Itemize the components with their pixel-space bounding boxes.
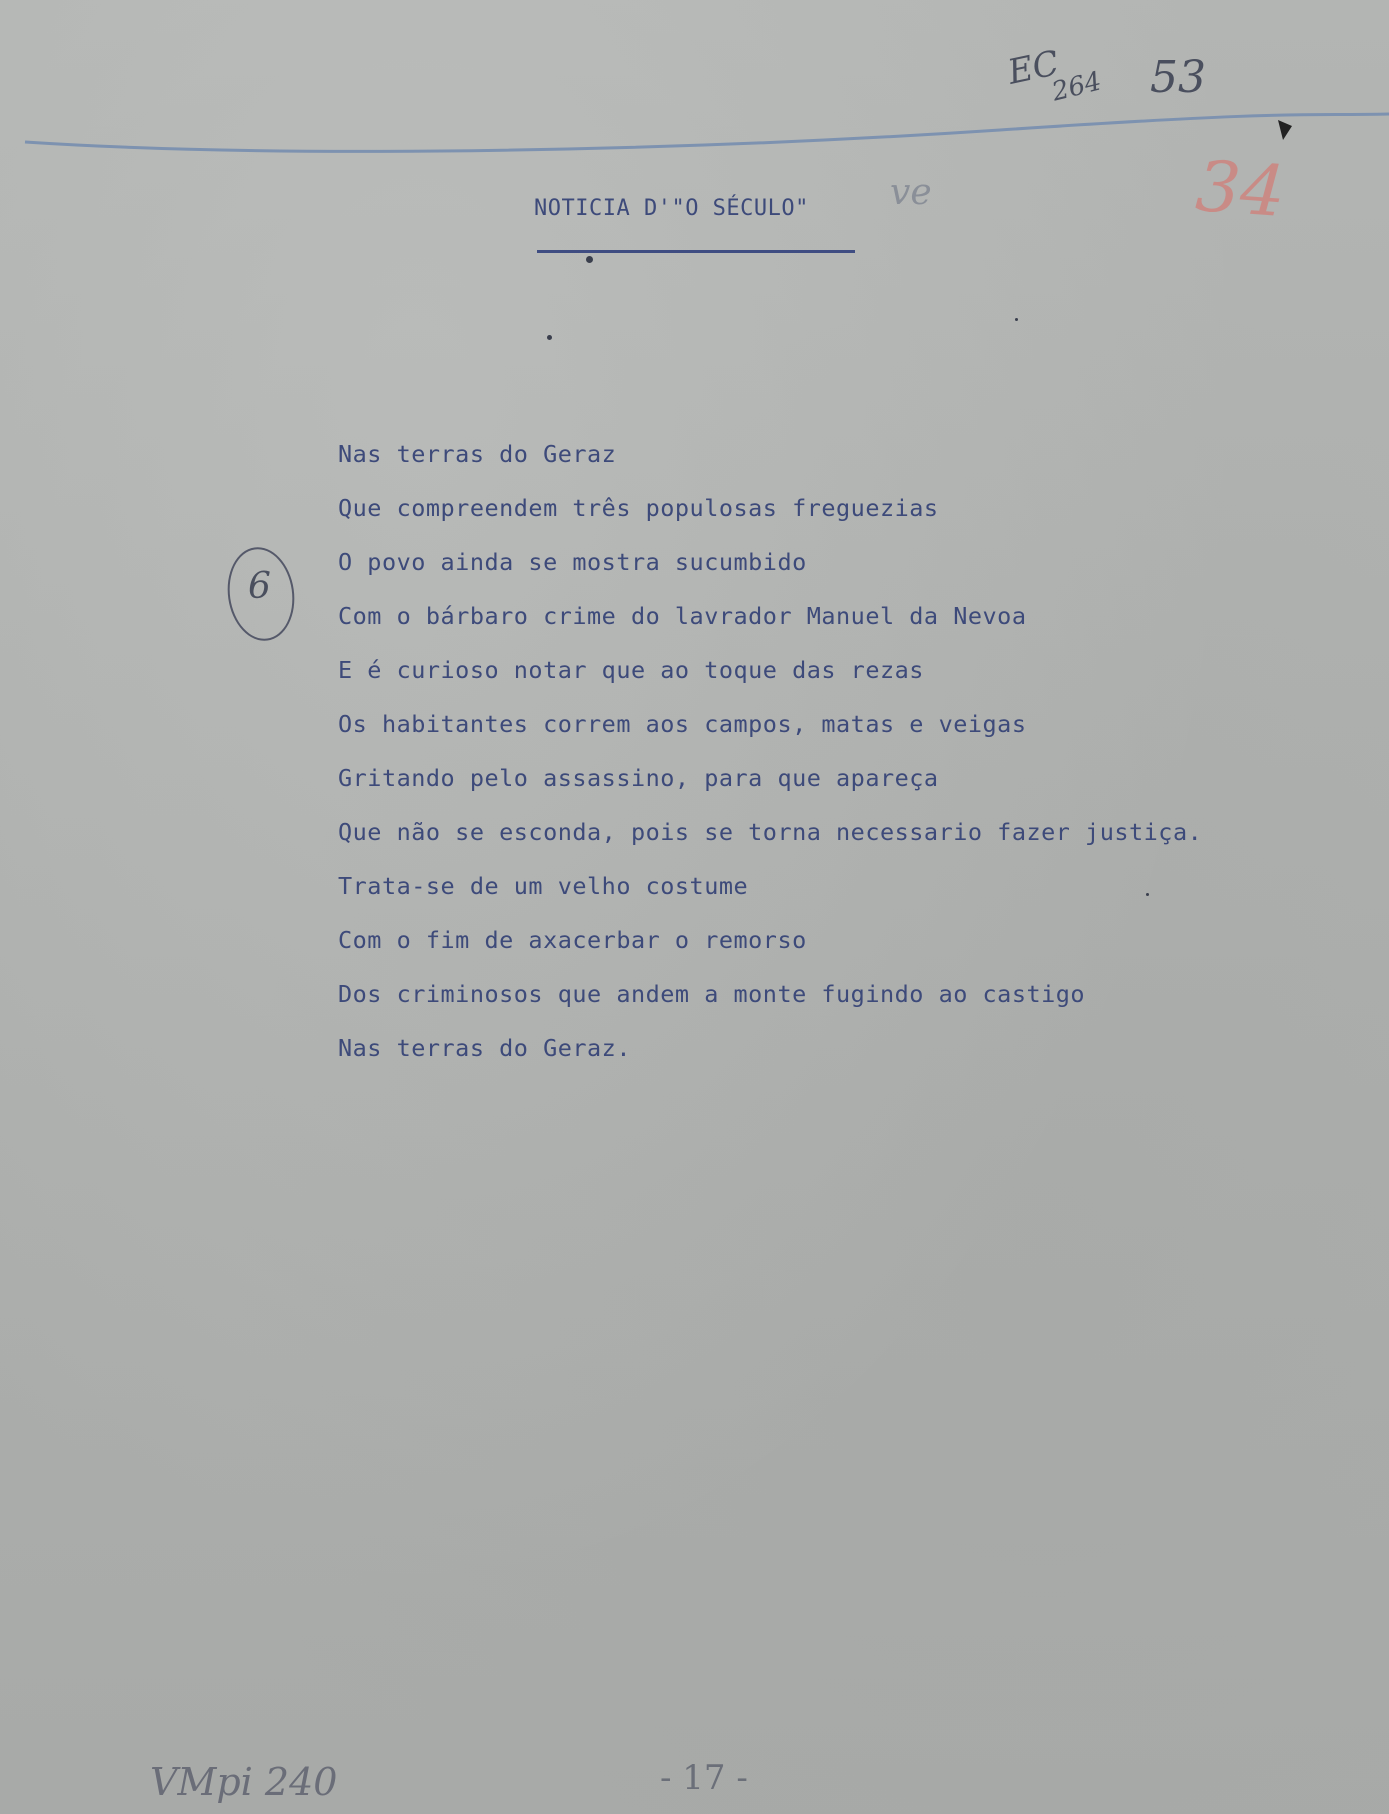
archive-ref-sub: 264 (1049, 66, 1105, 108)
circled-number: 6 (248, 566, 271, 607)
ink-speck (1146, 893, 1149, 896)
red-page-number: 34 (1193, 144, 1288, 234)
poem-line: Com o bárbaro crime do lavrador Manuel da Nevoa (338, 602, 1027, 630)
ink-speck (547, 335, 552, 340)
poem-line: Nas terras do Geraz (338, 440, 617, 468)
page-number: - 17 - (660, 1758, 748, 1798)
poem-line: Que não se esconda, pois se torna necessario fazer justiça. (338, 818, 1203, 846)
poem-line: Gritando pelo assassino, para que apareça (338, 764, 939, 792)
poem-line: Que compreendem três populosas freguezias (338, 494, 939, 522)
archive-ref-number: 53 (1150, 52, 1206, 103)
poem-line: Dos criminosos que andem a monte fugindo ao castigo (338, 980, 1086, 1008)
document-title: NOTICIA D'"O SÉCULO" (534, 196, 809, 221)
pencil-mark: ve (890, 172, 932, 213)
archive-ref-top: EC (1004, 43, 1063, 93)
poem-line: Com o fim de axacerbar o remorso (338, 926, 807, 954)
poem-line: Os habitantes correm aos campos, matas e veigas (338, 710, 1027, 738)
poem-line: Nas terras do Geraz. (338, 1034, 631, 1062)
poem-line: O povo ainda se mostra sucumbido (338, 548, 807, 576)
ink-speck (586, 256, 593, 263)
ink-speck (1015, 318, 1018, 321)
poem-line: E é curioso notar que ao toque das rezas (338, 656, 924, 684)
poem-line: Trata-se de um velho costume (338, 872, 749, 900)
bottom-archive-ref: VMpi 240 (150, 1760, 338, 1804)
poem-body (338, 437, 1202, 1085)
title-underline (537, 250, 855, 253)
